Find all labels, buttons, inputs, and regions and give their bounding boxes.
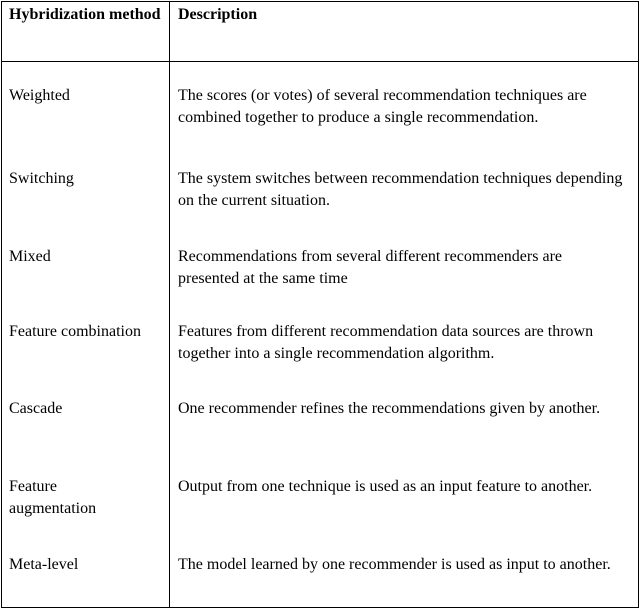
method-cell: Mixed [9, 248, 51, 265]
description-cell: The model learned by one recommender is used as input to another. [178, 556, 611, 573]
method-cell: Meta-level [9, 556, 79, 573]
method-cell: Feature augmentation [9, 478, 97, 517]
description-cell: Output from one technique is used as an input feature to another. [178, 478, 593, 495]
description-cell: One recommender refines the recommendations given by another. [178, 400, 601, 417]
method-cell: Feature combination [9, 323, 141, 340]
column-divider [169, 2, 170, 607]
header-rule [2, 61, 638, 62]
description-cell: Recommendations from several different recommenders are presented at the same time [178, 248, 562, 287]
header-description: Description [178, 6, 258, 23]
description-cell: The scores (or votes) of several recommendation techniques are combined together to produce a single recommendation. [178, 87, 587, 126]
description-cell: The system switches between recommendation techniques depending on the current situation. [178, 170, 623, 209]
hybridization-table [1, 1, 639, 608]
method-cell: Switching [9, 170, 74, 187]
method-cell: Weighted [9, 87, 70, 104]
header-hybridization-method: Hybridization method [9, 6, 161, 23]
method-cell: Cascade [9, 400, 63, 417]
description-cell: Features from different recommendation data sources are thrown together into a single recommendation algorithm. [178, 323, 594, 362]
